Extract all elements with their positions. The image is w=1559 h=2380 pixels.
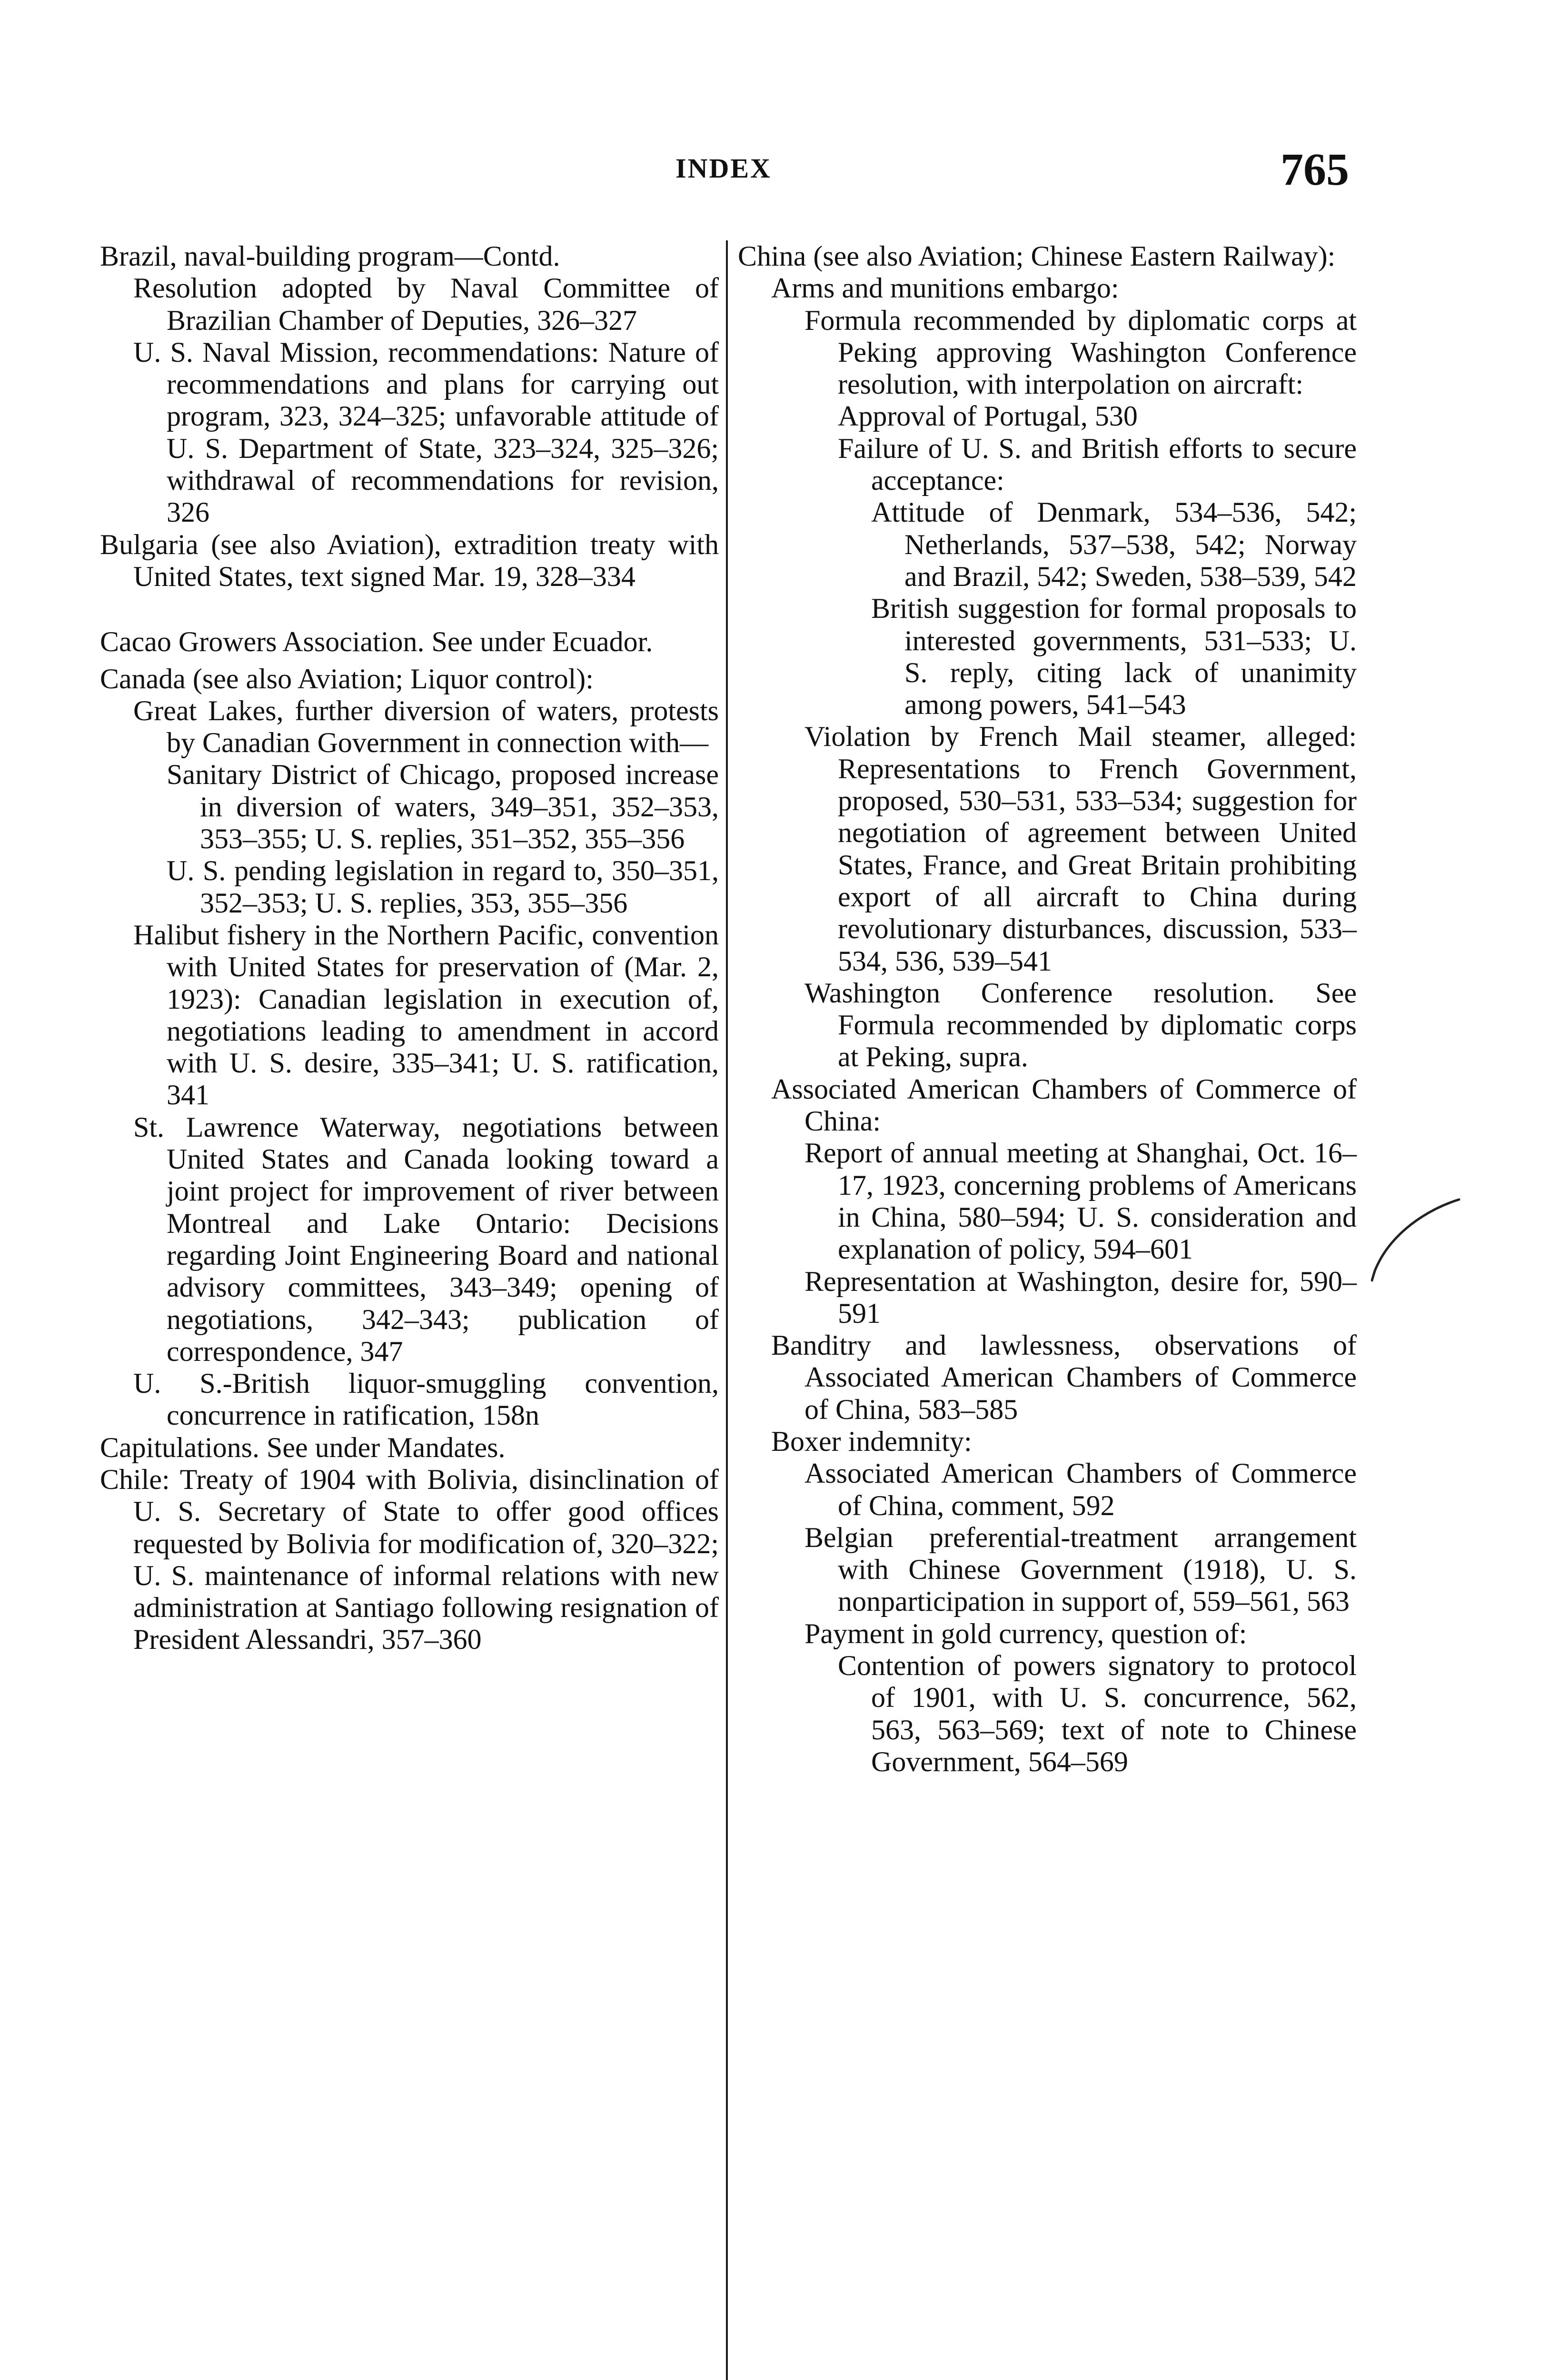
index-subentry: Attitude of Denmark, 534–536, 542; Netherlands, 537–538, 542; Norway and Brazil, 542; Sweden, 538–539, 542 <box>871 496 1357 592</box>
index-subentry: Representation at Washington, desire for, 590–591 <box>804 1265 1357 1329</box>
index-subentry: Halibut fishery in the Northern Pacific, convention with United States for preservation of (Mar. 2, 1923): Canadian legislation in execution of, negotiations leading to amendment in accord with U. S. desire, 335–341; U. S. ratification, 341 <box>133 919 719 1111</box>
index-entry: Bulgaria (see also Aviation), extradition treaty with United States, text signed Mar. 19, 328–334 <box>100 528 719 592</box>
column-divider <box>726 240 728 2380</box>
page-title: INDEX <box>675 153 772 184</box>
index-entry: Canada (see also Aviation; Liquor control): <box>100 663 594 694</box>
index-entry: Brazil, naval-building program—Contd. <box>100 240 560 272</box>
index-subentry: Washington Conference resolution. See Formula recommended by diplomatic corps at Peking, supra. <box>804 977 1357 1073</box>
index-entry: China (see also Aviation; Chinese Eastern Railway): <box>738 240 1336 272</box>
index-subentry: U. S.-British liquor-smuggling convention, concurrence in ratification, 158n <box>133 1368 719 1431</box>
index-entry: Cacao Growers Association. See under Ecuador. <box>100 626 653 658</box>
running-head <box>0 143 1559 200</box>
index-subentry: Report of annual meeting at Shanghai, Oct. 16–17, 1923, concerning problems of Americans in China, 580–594; U. S. consideration and explanation of policy, 594–601 <box>804 1137 1357 1265</box>
index-subentry: Approval of Portugal, 530 <box>838 400 1138 432</box>
right-index-column <box>738 240 1357 1778</box>
index-subentry: Great Lakes, further diversion of waters, protests by Canadian Government in connection with— <box>133 694 719 759</box>
index-subentry: Failure of U. S. and British efforts to secure acceptance: <box>838 432 1357 496</box>
index-subentry: St. Lawrence Waterway, negotiations between United States and Canada looking toward a joint project for improvement of river between Montreal and Lake Ontario: Decisions regarding Joint Engineering Board and national advisory committees, 343–349; opening of negotiations, 342–343; publication of correspondence, 347 <box>133 1111 719 1367</box>
index-subentry: U. S. Naval Mission, recommendations: Nature of recommendations and plans for carrying out program, 323, 324–325; unfavorable attitude of U. S. Department of State, 323–324, 325–326; withdrawal of recommendations for revision, 326 <box>133 336 719 528</box>
index-subentry: Formula recommended by diplomatic corps at Peking approving Washington Conference resolution, with interpolation on aircraft: <box>804 304 1357 400</box>
page-number: 765 <box>1281 144 1349 195</box>
index-entry: Chile: Treaty of 1904 with Bolivia, disinclination of U. S. Secretary of State to offer good offices requested by Bolivia for modification of, 320–322; U. S. maintenance of informal relations with new administration at Santiago following resignation of President Alessandri, 357–360 <box>100 1463 719 1656</box>
pencil-mark-icon <box>1371 1195 1461 1285</box>
index-subentry: Contention of powers signatory to protocol of 1901, with U. S. concurrence, 562, 563, 563–569; text of note to Chinese Government, 564–569 <box>838 1650 1357 1777</box>
index-subentry: Belgian preferential-treatment arrangement with Chinese Government (1918), U. S. nonparticipation in support of, 559–561, 563 <box>804 1521 1357 1617</box>
index-subentry: Sanitary District of Chicago, proposed increase in diversion of waters, 349–351, 352–353, 353–355; U. S. replies, 351–352, 355–356 <box>167 759 719 855</box>
index-subentry: Payment in gold currency, question of: <box>804 1617 1247 1649</box>
index-subentry: Arms and munitions embargo: <box>771 272 1119 304</box>
index-subentry: British suggestion for formal proposals to interested governments, 531–533; U. S. reply, citing lack of unanimity among powers, 541–543 <box>871 593 1357 721</box>
left-index-column <box>100 240 719 1656</box>
index-subentry: Violation by French Mail steamer, alleged: Representations to French Government, proposed, 530–531, 533–534; suggestion for negotiation of agreement between United States, France, and Great Britain prohibiting export of all aircraft to China during revolutionary disturbances, discussion, 533–534, 536, 539–541 <box>804 721 1357 977</box>
index-subentry: Resolution adopted by Naval Committee of Brazilian Chamber of Deputies, 326–327 <box>133 272 719 336</box>
index-entry: Capitulations. See under Mandates. <box>100 1431 506 1463</box>
index-subentry: Associated American Chambers of Commerce of China, comment, 592 <box>804 1458 1357 1521</box>
index-subentry: Boxer indemnity: <box>771 1425 972 1457</box>
index-subentry: Banditry and lawlessness, observations of Associated American Chambers of Commerce of China, 583–585 <box>771 1329 1357 1425</box>
index-subentry: U. S. pending legislation in regard to, 350–351, 352–353; U. S. replies, 353, 355–356 <box>167 855 719 919</box>
index-subentry: Associated American Chambers of Commerce of China: <box>771 1073 1357 1137</box>
